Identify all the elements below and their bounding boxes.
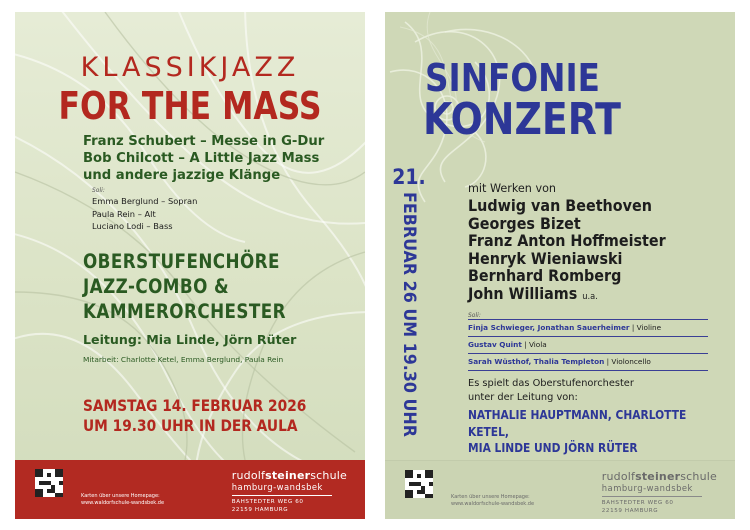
composer-item: Georges Bizet [468,214,581,233]
composer-list [468,198,666,307]
soloist-list [92,195,197,233]
school-name-part: steiner [635,470,681,483]
composer-item [468,286,666,307]
event-subtitle: KLASSIKJAZZ [80,52,300,83]
ticket-note [81,493,164,507]
orchestra-info [468,377,634,404]
poster-footer [385,460,735,519]
composer-item: Franz Anton Hoffmeister [468,232,666,251]
soloist-item: Luciano Lodi – Bass [92,221,173,232]
composer-item: Ludwig van Beethoven [468,197,652,215]
soli-row: Sarah Wüsthof, Thalia Templeton | Violoncello [468,353,708,371]
conductors-line: Leitung: Mia Linde, Jörn Rüter [83,332,297,347]
ticket-note [451,494,534,508]
date-line: SAMSTAG 14. FEBRUAR 2026 [83,396,307,415]
soloist-item: Paula Rein – Alt [92,208,156,219]
school-name-part: rudolf [231,469,266,482]
ticket-note-line: Karten über unsere Homepage: [81,493,160,499]
collaborators-line: Mitarbeit: Charlotte Ketel, Emma Berglund, Paula Rein [83,355,284,364]
event-title-line1: SINFONIE [425,56,600,100]
soloist-names: Gustav Quint [468,340,522,349]
qr-code-icon [405,470,433,498]
soloist-names: Sarah Wüsthof, Thalia Templeton [468,357,605,366]
conductor-line: NATHALIE HAUPTMANN, CHARLOTTE KETEL, [468,407,687,439]
ensemble-item: JAZZ-COMBO & [83,275,230,298]
date-day: 21. [392,164,426,190]
ticket-url[interactable]: www.waldorfschule-wandsbek.de [81,500,165,506]
school-logo [602,471,717,515]
composer-item: Bernhard Romberg [468,267,622,286]
composers-intro: mit Werken von [468,182,557,195]
soli-heading: Soli: [468,312,481,319]
school-logo [232,470,347,514]
conductor-line: MIA LINDE UND JÖRN RÜTER [468,440,638,455]
event-date [83,396,306,436]
logo-divider [232,495,332,496]
school-name-part: steiner [265,469,311,482]
soli-row: Gustav Quint | Viola [468,336,708,353]
school-name-part: schule [680,470,717,483]
soloist-instrument: Viola [528,340,547,349]
ensemble-list [83,249,286,324]
school-location: hamburg-wandsbek [601,483,693,493]
work-item: Franz Schubert – Messe in G-Dur [83,134,325,149]
ticket-url[interactable]: www.waldorfschule-wandsbek.de [451,501,535,507]
soli-heading: Soli: [92,187,105,194]
school-city: 22159 HAMBURG [231,506,289,513]
work-item: und andere jazzige Klänge [83,168,281,183]
vertical-date [385,12,445,462]
work-item: Bob Chilcott – A Little Jazz Mass [83,151,320,166]
soloist-instrument: Violoncello [611,357,651,366]
conductor-names [468,407,709,457]
poster-sinfoniekonzert [385,12,735,519]
school-street: BAHSTEDTER WEG 60 [601,500,674,506]
composer-suffix: u.a. [582,291,598,302]
school-name [232,470,347,482]
orchestra-line: Es spielt das Oberstufenorchester [468,378,634,389]
composer-item: Henryk Wieniawski [468,249,623,268]
school-location: hamburg-wandsbek [231,482,323,492]
poster-footer [15,460,365,519]
soloist-names: Finja Schwieger, Jonathan Sauerheimer [468,323,630,332]
event-title-line2: KONZERT [423,94,622,145]
qr-code-icon [35,469,63,497]
ensemble-item: KAMMERORCHESTER [83,300,287,323]
school-name [602,471,717,483]
composer-name: John Williams [468,284,578,303]
soloist-item: Emma Berglund – Sopran [92,196,198,206]
logo-divider [602,496,702,497]
school-name-part: rudolf [601,470,636,483]
time-venue-line: UM 19.30 UHR IN DER AULA [83,416,298,435]
school-name-part: schule [310,469,347,482]
orchestra-line: unter der Leitung von: [468,391,578,403]
soloist-instrument: Violine [636,323,662,332]
ticket-note-line: Karten über unsere Homepage: [451,494,530,500]
ensemble-item: OBERSTUFENCHÖRE [83,250,280,273]
program-works [83,133,324,184]
date-rest: FEBRUAR 26 UM 19.30 UHR [400,192,419,447]
school-street: BAHSTEDTER WEG 60 [231,499,304,505]
event-title: FOR THE MASS [58,84,322,128]
soli-row: Finja Schwieger, Jonathan Sauerheimer | Violine [468,319,708,336]
school-city: 22159 HAMBURG [601,507,659,514]
poster-klassikjazz [15,12,365,519]
